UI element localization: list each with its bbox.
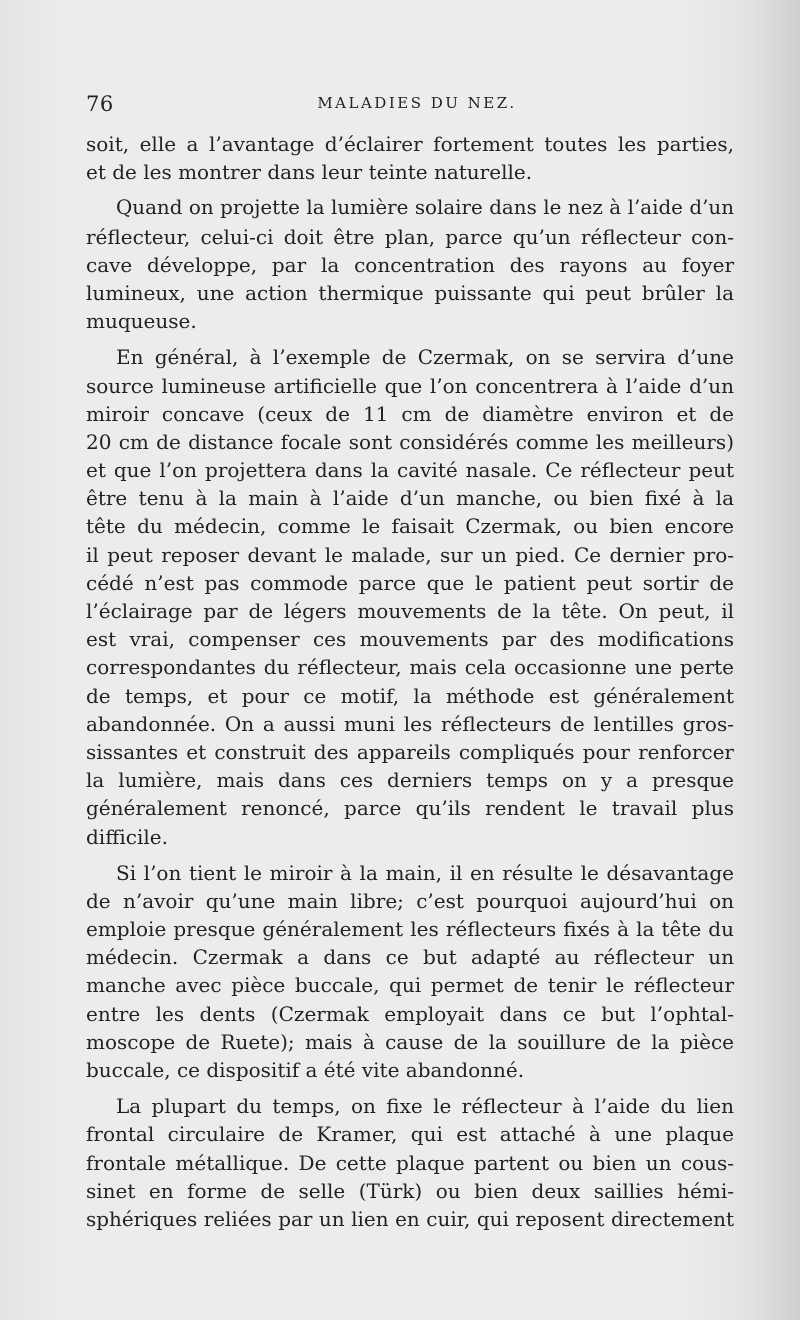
paragraph bbox=[86, 343, 734, 850]
paragraph bbox=[86, 859, 734, 1085]
text-line: médecin. Czermak a dans ce but adapté au réflecteur un bbox=[86, 945, 734, 970]
text-line: buccale, ce dispositif a été vite abandonné. bbox=[86, 1058, 525, 1082]
page-number: 76 bbox=[86, 92, 114, 116]
text-line: sphériques reliées par un lien en cuir, qui reposent directement bbox=[86, 1206, 734, 1231]
text-line: et que l’on projettera dans la cavité nasale. Ce réflecteur peut bbox=[86, 458, 734, 483]
text-line: Si l’on tient le miroir à la main, il en résulte le désavantage bbox=[116, 860, 734, 885]
text-line: être tenu à la main à l’aide d’un manche, ou bien fixé à la bbox=[86, 486, 734, 511]
text-line: de n’avoir qu’une main libre; c’est pourquoi aujourd’hui on bbox=[86, 888, 734, 913]
paragraph bbox=[86, 130, 734, 186]
text-line: la lumière, mais dans ces derniers temps on y a presque bbox=[86, 768, 734, 793]
text-line: emploie presque généralement les réflecteurs fixés à la tête du bbox=[86, 917, 734, 942]
body-text bbox=[86, 130, 734, 1233]
text-line: est vrai, compenser ces mouvements par des modifications bbox=[86, 627, 734, 652]
text-line: manche avec pièce buccale, qui permet de tenir le réflecteur bbox=[86, 973, 734, 998]
text-line: correspondantes du réflecteur, mais cela occasionne une perte bbox=[86, 655, 734, 680]
text-line: entre les dents (Czermak employait dans ce but l’ophtal- bbox=[86, 1001, 734, 1026]
text-line: difficile. bbox=[86, 824, 168, 849]
text-line: 20 cm de distance focale sont considérés comme les meilleurs) bbox=[86, 429, 734, 454]
text-line: de temps, et pour ce motif, la méthode est généralement bbox=[86, 683, 734, 708]
text-line: Quand on projette la lumière solaire dans le nez à l’aide d’un bbox=[116, 196, 734, 220]
running-head: MALADIES DU NEZ. bbox=[317, 94, 517, 112]
text-line: frontale métallique. De cette plaque partent ou bien un cous- bbox=[86, 1150, 734, 1175]
text-line: source lumineuse artificielle que l’on concentrera à l’aide d’un bbox=[86, 373, 734, 398]
text-line: sissantes et construit des appareils compliqués pour renforcer bbox=[86, 739, 734, 764]
paragraph bbox=[86, 194, 734, 335]
text-line: miroir concave (ceux de 11 cm de diamètre environ et de bbox=[86, 401, 734, 426]
text-line: il peut reposer devant le malade, sur un pied. Ce dernier pro- bbox=[86, 542, 734, 567]
text-line: et de les montrer dans leur teinte naturelle. bbox=[86, 160, 533, 185]
text-line: muqueuse. bbox=[86, 309, 197, 334]
text-line: soit, elle a l’avantage d’éclairer fortement toutes les parties, bbox=[86, 132, 734, 156]
text-line: sinet en forme de selle (Türk) ou bien deux saillies hémi- bbox=[86, 1178, 734, 1203]
text-line: cédé n’est pas commode parce que le patient peut sortir de bbox=[86, 570, 734, 595]
paragraph bbox=[86, 1092, 734, 1233]
text-line: lumineux, une action thermique puissante qui peut brûler la bbox=[86, 280, 734, 305]
text-line: généralement renoncé, parce qu’ils rendent le travail plus bbox=[86, 796, 734, 821]
text-line: tête du médecin, comme le faisait Czermak, ou bien encore bbox=[86, 514, 734, 539]
text-line: l’éclairage par de légers mouvements de la tête. On peut, il bbox=[86, 599, 734, 623]
text-line: En général, à l’exemple de Czermak, on se servira d’une bbox=[116, 345, 734, 370]
text-line: La plupart du temps, on fixe le réflecteur à l’aide du lien bbox=[116, 1094, 734, 1119]
text-line: moscope de Ruete); mais à cause de la souillure de la pièce bbox=[86, 1029, 734, 1054]
text-line: cave développe, par la concentration des rayons au foyer bbox=[86, 252, 734, 277]
text-line: frontal circulaire de Kramer, qui est attaché à une plaque bbox=[86, 1122, 734, 1147]
text-line: réflecteur, celui-ci doit être plan, parce qu’un réflecteur con- bbox=[86, 224, 734, 249]
text-line: abandonnée. On a aussi muni les réflecteurs de lentilles gros- bbox=[86, 711, 734, 736]
